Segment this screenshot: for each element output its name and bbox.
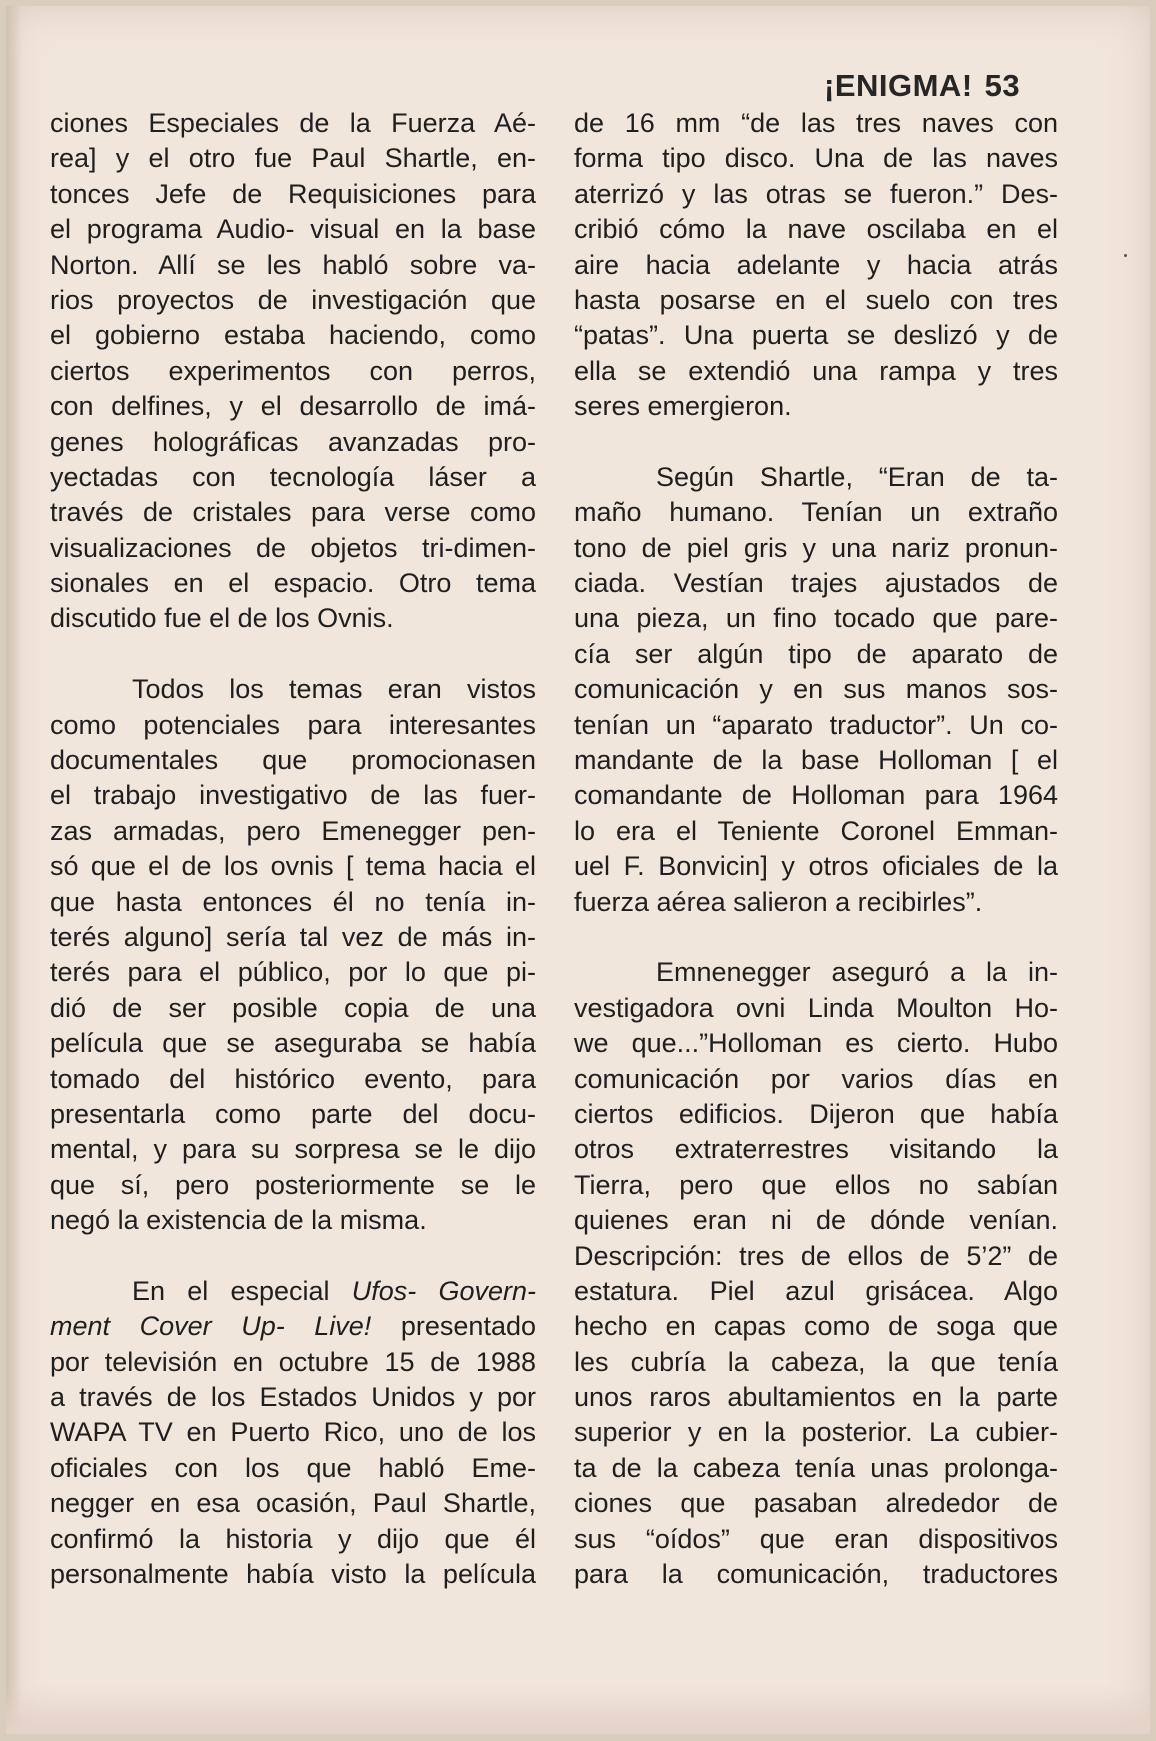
text-line: ciertos edificios. Dijeron que había — [574, 1098, 1058, 1129]
text-line: como potenciales para interesantes — [50, 709, 536, 740]
text-line: otros extraterrestres visitando la — [574, 1134, 1058, 1165]
text-line: zas armadas, pero Emenegger pen- — [50, 815, 536, 846]
magazine-title: ¡ENIGMA! — [824, 68, 973, 103]
text-line — [50, 1309, 536, 1344]
text-line: we que...”Holloman es cierto. Hubo — [574, 1028, 1058, 1059]
text-line: quienes eran ni de dónde venían. — [574, 1205, 1058, 1236]
text-line: para la comunicación, traductores — [574, 1559, 1058, 1590]
text-line: unos raros abultamientos en la parte — [574, 1382, 1058, 1413]
text-line: genes holográficas avanzadas pro- — [50, 426, 536, 457]
text-line: tonces Jefe de Requisiciones para — [50, 178, 536, 209]
text-line: ciones Especiales de la Fuerza Aé- — [50, 108, 536, 138]
text-line: Descripción: tres de ellos de 5’2” de — [574, 1240, 1058, 1271]
text-line: ciertos experimentos con perros, — [50, 355, 536, 386]
text-line: negger en esa ocasión, Paul Shartle, — [50, 1488, 536, 1519]
text-line: una pieza, un fino tocado que pare- — [574, 603, 1058, 634]
text-line: comunicación por varios días en — [574, 1063, 1058, 1094]
paragraph — [574, 460, 1058, 920]
text-line: mental, y para su sorpresa se le dijo — [50, 1134, 536, 1165]
text-line: só que el de los ovnis [ tema hacia el — [50, 851, 536, 882]
paragraph — [50, 1274, 536, 1593]
text-line: ciada. Vestían trajes ajustados de — [574, 568, 1058, 599]
text-line: negó la existencia de la misma. — [50, 1205, 427, 1236]
text-line: Emnenegger aseguró a la in- — [656, 957, 1058, 988]
text-line: el gobierno estaba haciendo, como — [50, 320, 536, 351]
text-line: rea] y el otro fue Paul Shartle, en- — [50, 143, 536, 174]
text-line: confirmó la historia y dijo que él — [50, 1523, 536, 1554]
text-line: cía ser algún tipo de aparato de — [574, 638, 1058, 669]
text-line: oficiales con los que habló Eme- — [50, 1452, 536, 1483]
text-line: ciones que pasaban alrededor de — [574, 1488, 1058, 1519]
text-line: el trabajo investigativo de las fuer- — [50, 780, 536, 811]
text-line: Norton. Allí se les habló sobre va- — [50, 249, 536, 280]
text-line: que sí, pero posteriormente se le — [50, 1169, 536, 1200]
paragraph — [574, 955, 1058, 1592]
text-line: mandante de la base Holloman [ el — [574, 745, 1058, 776]
page-number: 53 — [984, 68, 1021, 103]
text-line: forma tipo disco. Una de las naves — [574, 143, 1058, 174]
text-line: lo era el Teniente Coronel Emman- — [574, 815, 1058, 846]
text-line: Todos los temas eran vistos — [132, 674, 536, 705]
text-line: el programa Audio- visual en la base — [50, 214, 536, 245]
text-run: En el especial — [132, 1275, 352, 1306]
text-line: sus “oídos” que eran dispositivos — [574, 1523, 1058, 1554]
text-line: documentales que promocionasen — [50, 745, 536, 776]
text-line: yectadas con tecnología láser a — [50, 461, 536, 492]
text-line: cribió cómo la nave oscilaba en el — [574, 214, 1058, 245]
text-line: hasta posarse en el suelo con tres — [574, 284, 1058, 315]
paragraph — [50, 106, 536, 637]
text-line: Según Shartle, “Eran de ta- — [656, 461, 1058, 492]
text-line: maño humano. Tenían un extraño — [574, 497, 1058, 528]
text-line: ta de la cabeza tenía unas prolonga- — [574, 1452, 1058, 1483]
text-line: través de cristales para verse como — [50, 497, 536, 528]
text-line: sionales en el espacio. Otro tema — [50, 568, 536, 599]
text-line: vestigadora ovni Linda Moulton Ho- — [574, 992, 1058, 1023]
text-run: presentado — [371, 1311, 536, 1342]
running-header — [824, 68, 1020, 104]
text-line — [50, 1274, 536, 1309]
text-line: rios proyectos de investigación que — [50, 284, 536, 315]
text-line: seres emergieron. — [574, 391, 792, 422]
paragraph — [574, 106, 1058, 425]
text-line: fuerza aérea salieron a recibirles”. — [574, 886, 983, 917]
magazine-page — [6, 6, 1150, 1734]
paragraph — [50, 672, 536, 1238]
text-line: les cubría la cabeza, la que tenía — [574, 1346, 1058, 1377]
text-line: WAPA TV en Puerto Rico, uno de los — [50, 1417, 536, 1448]
text-line: tenían un “aparato traductor”. Un co- — [574, 709, 1058, 740]
text-line: Tierra, pero que ellos no sabían — [574, 1169, 1058, 1200]
text-line: con delfines, y el desarrollo de imá- — [50, 391, 536, 422]
text-line: tono de piel gris y una nariz pronun- — [574, 532, 1058, 563]
text-line: que hasta entonces él no tenía in- — [50, 886, 536, 917]
text-line: dió de ser posible copia de una — [50, 992, 536, 1023]
text-line: película que se aseguraba se había — [50, 1028, 536, 1059]
text-line: tomado del histórico evento, para — [50, 1063, 536, 1094]
text-line: aterrizó y las otras se fueron.” Des- — [574, 178, 1058, 209]
text-line: de 16 mm “de las tres naves con — [574, 108, 1058, 138]
left-column — [50, 106, 536, 1592]
text-line: visualizaciones de objetos tri-dimen- — [50, 532, 536, 563]
text-line: ella se extendió una rampa y tres — [574, 355, 1058, 386]
text-line: por televisión en octubre 15 de 1988 — [50, 1346, 536, 1377]
text-line: estatura. Piel azul grisácea. Algo — [574, 1275, 1058, 1306]
ink-speck — [1124, 254, 1127, 257]
page-shadow-bottom — [6, 1684, 1150, 1734]
text-line: superior y en la posterior. La cubier- — [574, 1417, 1058, 1448]
text-line: discutido fue el de los Ovnis. — [50, 603, 394, 634]
text-line: aire hacia adelante y hacia atrás — [574, 249, 1058, 280]
program-title-italic: ment Cover Up- Live! — [50, 1311, 372, 1342]
text-line: presentarla como parte del docu- — [50, 1098, 536, 1129]
text-line: comunicación y en sus manos sos- — [574, 674, 1058, 705]
text-line: hecho en capas como de soga que — [574, 1311, 1058, 1342]
text-line: personalmente había visto la película — [50, 1559, 536, 1590]
page-shadow-left — [6, 6, 22, 1734]
program-title-italic: Ufos- Govern- — [351, 1275, 537, 1306]
text-line: terés alguno] sería tal vez de más in- — [50, 921, 536, 952]
text-line: “patas”. Una puerta se deslizó y de — [574, 320, 1058, 351]
text-line: a través de los Estados Unidos y por — [50, 1382, 536, 1413]
text-line: terés para el público, por lo que pi- — [50, 957, 536, 988]
right-column — [574, 106, 1058, 1592]
text-line: comandante de Holloman para 1964 — [574, 780, 1058, 811]
text-line: uel F. Bonvicin] y otros oficiales de la — [574, 851, 1058, 882]
